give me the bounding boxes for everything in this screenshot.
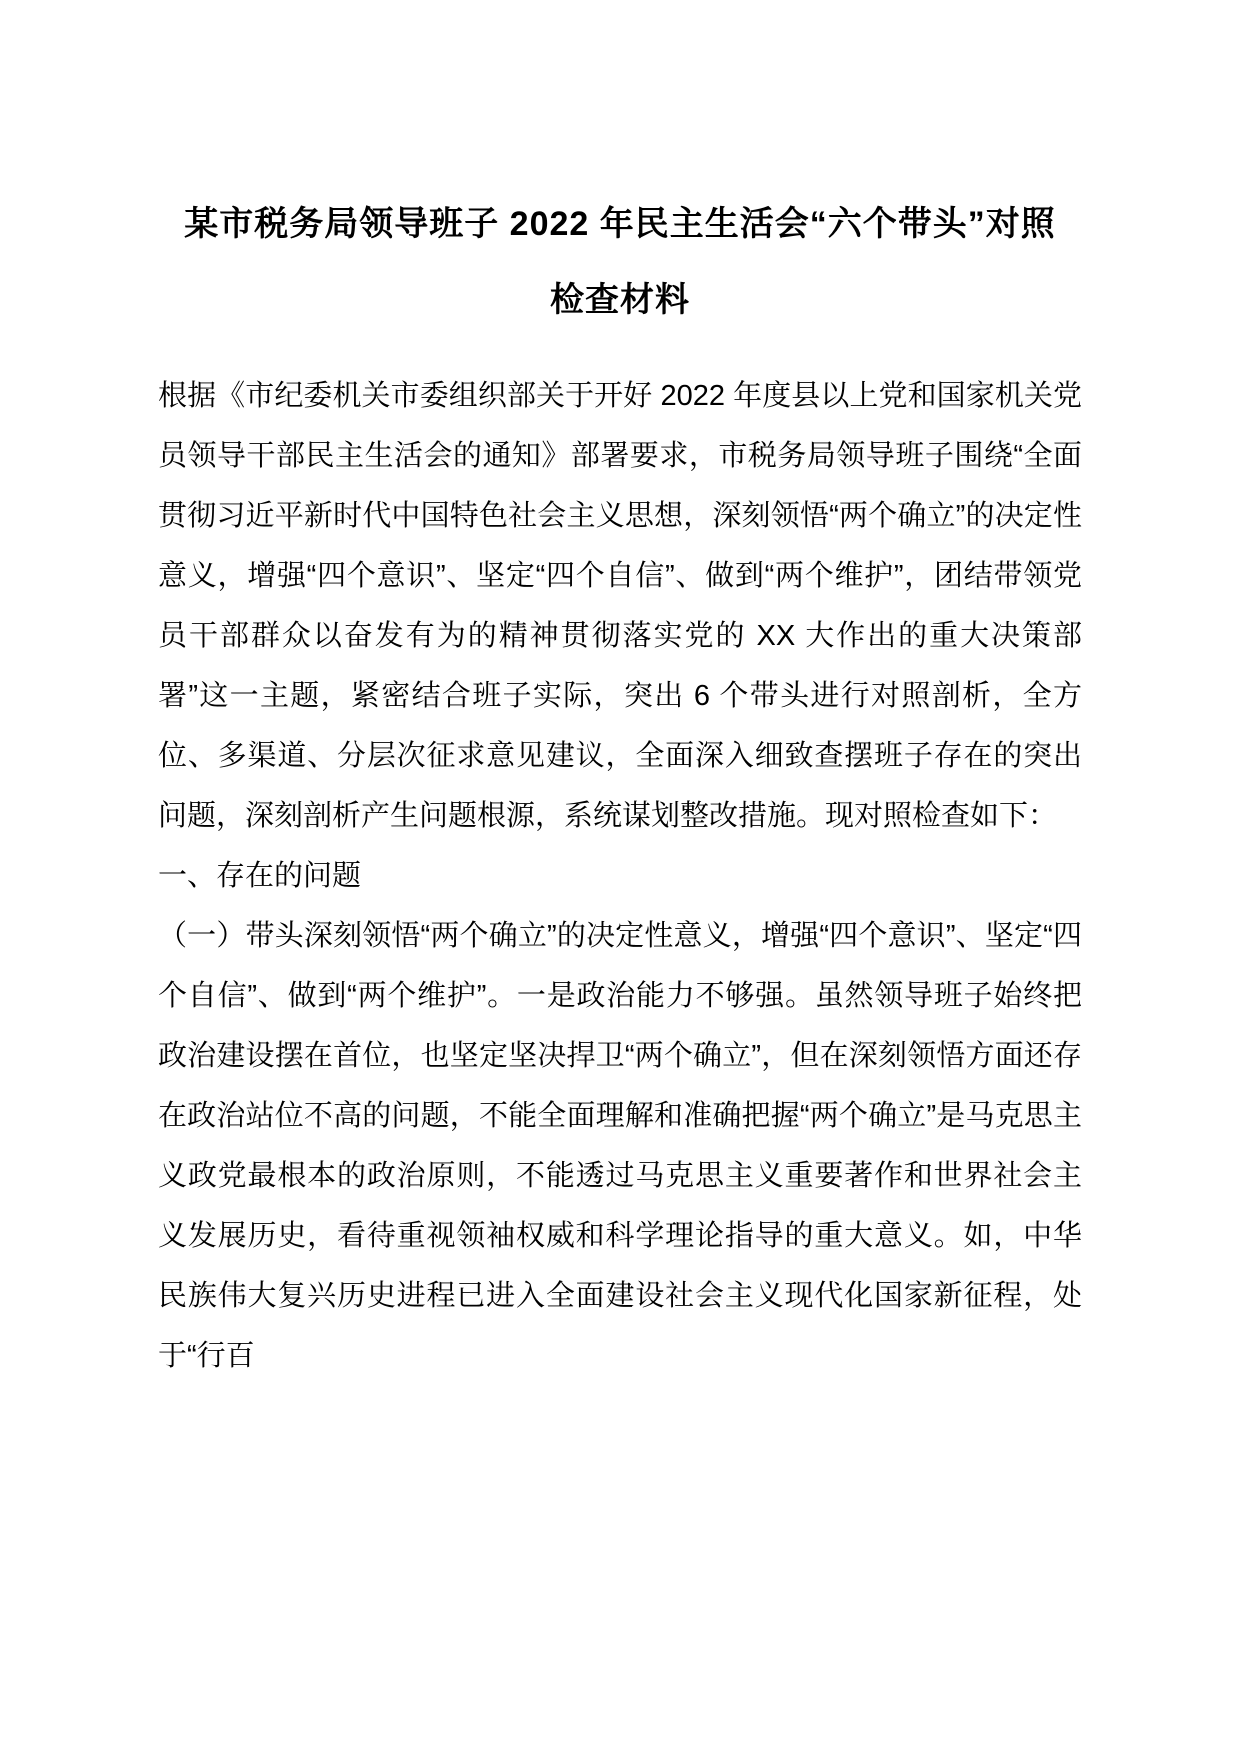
document-title-line-2: 检查材料: [550, 281, 690, 319]
paragraph-section-one-item-one: （一）带头深刻领悟“两个确立”的决定性意义，增强“四个意识”、坚定“四个自信”、做到“两个维护”。一是政治能力不够强。虽然领导班子始终把政治建设摆在首位，也坚定坚决捍卫“两个确立”，但在深刻领悟方面还存在政治站位不高的问题，不能全面理解和准确把握“两个确立”是马克思主义政党最根本的政治原则，不能透过马克思主义重要著作和世界社会主义发展历史，看待重视领袖权威和科学理论指导的重大意义。如，中华民族伟大复兴历史进程已进入全面建设社会主义现代化国家新征程，处于“行百: [158, 920, 1082, 1372]
document-title: [158, 186, 1082, 338]
paragraph-intro: 根据《市纪委机关市委组织部关于开好 2022 年度县以上党和国家机关党员领导干部民主生活会的通知》部署要求，市税务局领导班子围绕“全面贯彻习近平新时代中国特色社会主义思想，深刻领悟“两个确立”的决定性意义，增强“四个意识”、坚定“四个自信”、做到“两个维护”，团结带领党员干部群众以奋发有为的精神贯彻落实党的 XX 大作出的重大决策部署”这一主题，紧密结合班子实际，突出 6 个带头进行对照剖析，全方位、多渠道、分层次征求意见建议，全面深入细致查摆班子存在的突出问题，深刻剖析产生问题根源，系统谋划整改措施。现对照检查如下：: [158, 380, 1082, 832]
document-title-line-1: 某市税务局领导班子 2022 年民主生活会“六个带头”对照: [184, 205, 1056, 243]
document-body: [158, 366, 1082, 1386]
section-heading-existing-problems: 一、存在的问题: [158, 860, 362, 892]
